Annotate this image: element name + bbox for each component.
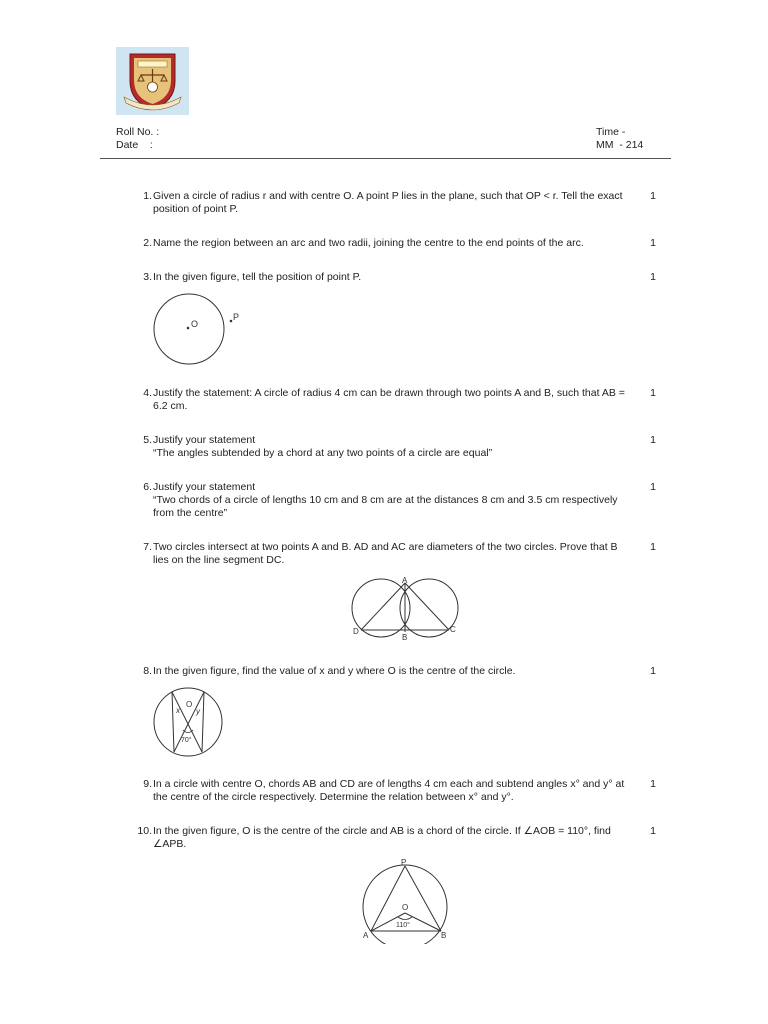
- question-text: Two circles intersect at two points A and B. AD and AC are diameters of the two circles. Prove that B lies on the line segment DC.: [153, 541, 618, 566]
- question-text: In the given figure, tell the position of point P.: [153, 271, 362, 283]
- question-number: 3.: [143, 271, 152, 283]
- label-y: y: [196, 707, 200, 716]
- question-marks: 1: [650, 237, 656, 249]
- question-text: Justify your statement: [153, 434, 256, 446]
- header-divider: [100, 158, 671, 159]
- question-quote: “Two chords of a circle of lengths 10 cm and 8 cm are at the distances 8 cm and 3.5 cm respectively from the centre”: [153, 494, 618, 519]
- question-marks: 1: [650, 387, 656, 399]
- school-crest-logo: [116, 47, 189, 115]
- question-text-block: [153, 434, 633, 460]
- question-text: In a circle with centre O, chords AB and CD are of lengths 4 cm each and subtend angles x° and y° at the centre of the circle respectively. Determine the relation between x° and y°.: [153, 778, 625, 803]
- question-text: In the given figure, O is the centre of the circle and AB is a chord of the circle. If ∠AOB = 110°, find ∠APB.: [153, 825, 611, 850]
- figure-q10-inscribed-angle: [358, 858, 458, 947]
- question-number: 10.: [137, 825, 152, 837]
- question-marks: 1: [650, 665, 656, 677]
- question-marks: 1: [650, 434, 656, 446]
- label-x: x: [176, 706, 180, 715]
- question-marks: 1: [650, 271, 656, 283]
- label-a: A: [402, 576, 408, 585]
- label-p: P: [401, 858, 407, 867]
- question-number: 2.: [143, 237, 152, 249]
- time-label: Time -: [596, 126, 626, 138]
- label-p: P: [233, 312, 240, 322]
- figure-q8-circle-angles: [150, 686, 228, 761]
- label-d: D: [353, 627, 359, 636]
- label-o: O: [186, 700, 193, 709]
- question-quote: “The angles subtended by a chord at any two points of a circle are equal”: [153, 447, 493, 459]
- date-label: Date :: [116, 139, 153, 151]
- label-o: O: [191, 319, 199, 329]
- question-marks: 1: [650, 541, 656, 553]
- label-c: C: [450, 625, 456, 634]
- roll-number-label: Roll No. :: [116, 126, 160, 138]
- question-marks: 1: [650, 778, 656, 790]
- question-number: 5.: [143, 434, 152, 446]
- question-text: Justify your statement: [153, 481, 256, 493]
- question-number: 1.: [143, 190, 152, 202]
- question-number: 9.: [143, 778, 152, 790]
- question-text: Given a circle of radius r and with centre O. A point P lies in the plane, such that OP < r. Tell the exact position of point P.: [153, 190, 623, 215]
- label-b: B: [402, 633, 408, 642]
- figure-q3-circle-point: [145, 290, 255, 373]
- question-number: 6.: [143, 481, 152, 493]
- angle-label: 70°: [181, 737, 192, 744]
- max-marks-label: MM - 214: [596, 139, 644, 151]
- question-number: 8.: [143, 665, 152, 677]
- question-text: Name the region between an arc and two radii, joining the centre to the end points of the arc.: [153, 237, 584, 249]
- question-number: 7.: [143, 541, 152, 553]
- question-marks: 1: [650, 190, 656, 202]
- label-o: O: [402, 903, 409, 912]
- question-number: 4.: [143, 387, 152, 399]
- figure-q7-two-circles: [345, 574, 465, 645]
- question-text-block: [153, 481, 633, 520]
- label-b: B: [441, 931, 447, 940]
- question-text: In the given figure, find the value of x and y where O is the centre of the circle.: [153, 665, 516, 677]
- question-marks: 1: [650, 481, 656, 493]
- question-text: Justify the statement: A circle of radius 4 cm can be drawn through two points A and B, such that AB = 6.2 cm.: [153, 387, 625, 412]
- angle-label: 110°: [396, 922, 410, 929]
- label-a: A: [363, 931, 369, 940]
- question-marks: 1: [650, 825, 656, 837]
